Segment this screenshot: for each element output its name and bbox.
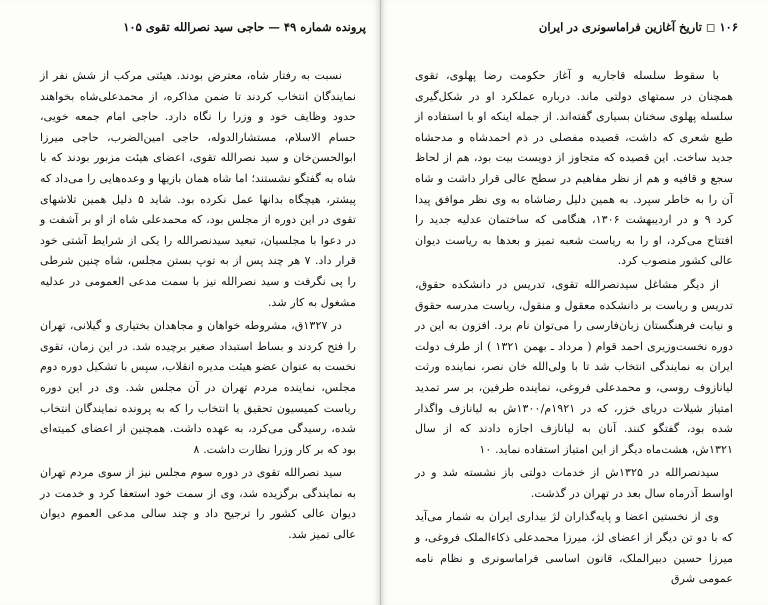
paragraph: سیدنصرالله در ۱۳۲۵ش از خدمات دولتی باز نشسته شد و در اواسط آذرماه سال بعد در تهران در گذشت.: [415, 466, 733, 500]
running-header: ۱۰۶ ◻ تاریخ آغازین فراماسونری در ایران: [538, 20, 738, 34]
running-header: پرونده شماره ۴۹ — حاجی سید نصرالله تقوی ۱۰۵: [123, 20, 366, 34]
paragraph: با سقوط سلسله قاجاریه و آغاز حکومت رضا پهلوی، تقوی همچنان در سمتهای دولتی ماند. درباره عملکرد او در شکل‌گیری سلسله پهلوی سخنان بسیاری گفته‌اند. از جمله اینکه او با استفاده از طبع شعری که داشت، قصیده مفصلی در ذم احمدشاه و مدحشاه جدید ساخت. این قصیده که متجاوز از دویست بیت بود، هم از لحاظ سجع و قافیه و هم از نظر مفاهیم در سطح عالی قرار داشت و شاه آن را به خاطر سپرد. به همین دلیل رضاشاه به وی نظر موافق پیدا کرد ۹ و در اردیبهشت ۱۳۰۶، هنگامی که ساختمان عدلیه جدید را افتتاح می‌کرد، او را به ریاست شعبه تمیز و بعدها به ریاست دیوان عالی کشور منصوب کرد.: [415, 69, 734, 268]
paragraph: نسبت به رفتار شاه، معترض بودند. هیئتی مرکب از شش نفر از نمایندگان انتخاب کردند تا ضمن مذاکره، از محمدعلی‌شاه بخواهند حدود وظایف خود و وزرا را نگاه دارد. حاجی امام جمعه خویی، حسام الاسلام، مستشارالدوله، حاجی امین‌الضرب، حاجی میرزا ابوالحسن‌خان و سید نصرالله تقوی، اعضای هیئت مزبور بودند که با شاه به گفتگو نشستند؛ اما شاه همان بازیها و وعده‌هایی را می‌داد که پیشتر، هیچگاه بدانها عمل نکرده بود. شاید ۵ دلیل همین تلاشهای تقوی در این دوره از مجلس بود، که محمدعلی شاه از او بر آشفت و در دعوا با مجلسیان، تبعید سیدنصرالله را یکی از شرایط آشتی خود قرار داد. ۷ هر چند پس از به توپ بستن مجلس، شاه چنین شرطی را پی نگرفت و سید نصرالله نیز با سمت مدعی العمومی در عدلیه مشغول به کار شد.: [40, 69, 357, 309]
right-page: [381, 0, 768, 605]
paragraph: از دیگر مشاغل سیدنصرالله تقوی، تدریس در دانشکده حقوق، تدریس و ریاست بر دانشکده معقول و منقول، ریاست مدرسه حقوق و نیابت فرهنگستان زبان‌فارسی را می‌توان نام برد. افزون به این در دوره نخست‌وزیری احمد قوام ( مرداد ـ بهمن ۱۳۲۱ ) از طرف دولت ایران به نمایندگی انتخاب شد تا با ولی‌الله خان نصر، نماینده ورثت لیانازوف روسی، و محمدعلی فروغی، نماینده طرفین، بر سر تمدید امتیاز شیلات دریای خزر، که در ۱۹۲۱م/۱۳۰۰ش به لیانازف واگذار شده بود، گفتگو کنند. آنان به لیانازف اجازه دادند که از سال ۱۳۲۱ش، هشت‌ماه دیگر از این امتیاز استفاده نماید. ۱۰: [415, 277, 734, 456]
paragraph: در ۱۳۲۷ق، مشروطه خواهان و مجاهدان بختیاری و گیلانی، تهران را فتح کردند و بساط استبداد صغیر برچیده شد. در این زمان، تقوی نخست به عنوان عضو هیئت مدیره انقلاب، سپس با تشکیل دوره دوم مجلس، نماینده مردم تهران در آن مجلس شد. وی در این دوره ریاست کمیسیون تحقیق یا انتخاب را که به پرونده نمایندگان انتخاب شده، رسیدگی می‌کرد، به عهده داشت. همچنین از اعضای کمیته‌ای بود که بر کار وزرا نظارت داشت. ۸: [40, 319, 356, 456]
left-page: [0, 0, 381, 605]
paragraph: وی از نخستین اعضا و پایه‌گذاران لژ بیداری ایران به شمار می‌آید که با دو تن دیگر از اعضای لژ، میرزا محمدعلی ذکاءالملک فروغی، و میرزا حسین دبیرالملک، قانون اساسی فراماسونری و نظام نامه عمومی شرق: [415, 510, 733, 586]
page-body: [415, 66, 733, 590]
page-body: [40, 66, 356, 546]
paragraph: سید نصرالله تقوی در دوره سوم مجلس نیز از سوی مردم تهران به نمایندگی برگزیده شد، وی از سمت خود استعفا کرد و خدمت در دیوان عالی کشور را ترجیح داد و چند سالی مدعی العموم دیوان عالی تمیز شد.: [40, 466, 356, 542]
